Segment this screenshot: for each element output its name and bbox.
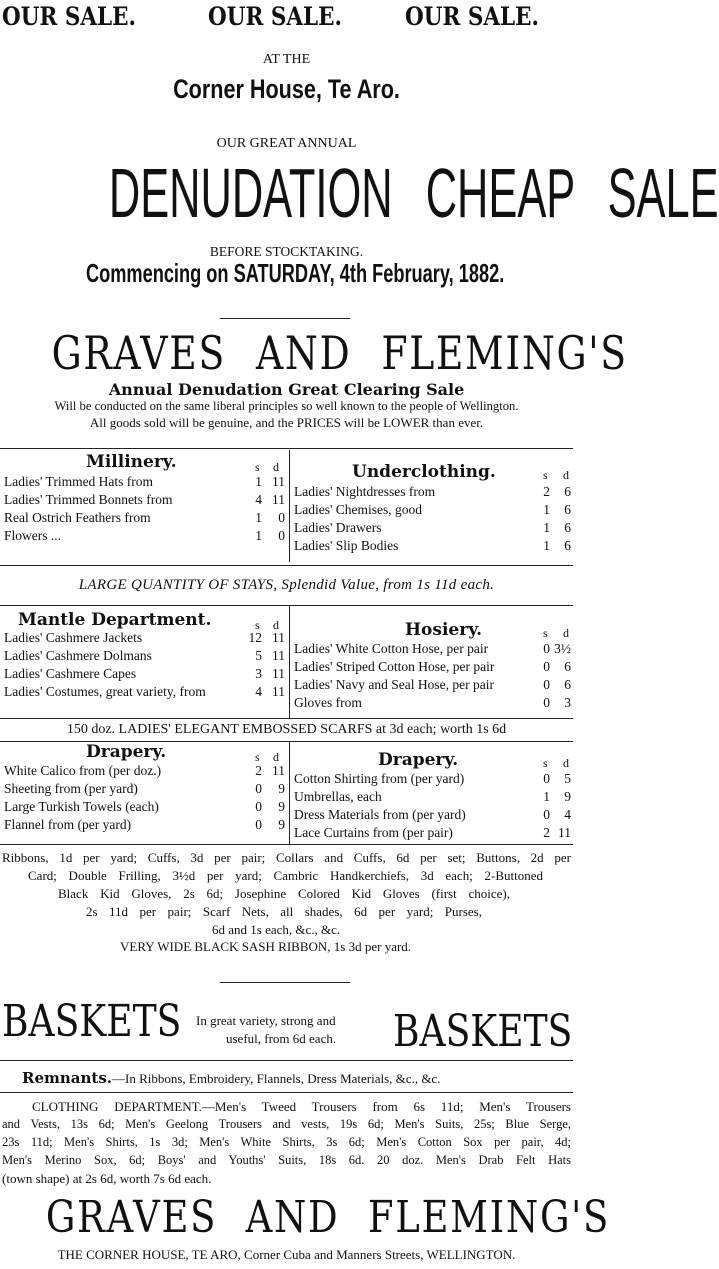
item-name: Large Turkish Towels (each) — [4, 799, 159, 814]
firm-line-2: All goods sold will be genuine, and the PRICES will be LOWER than ever. — [89, 415, 484, 430]
item-pence: 11 — [272, 684, 285, 699]
item-name: Ladies' Costumes, great variety, from — [4, 684, 206, 699]
clothing-line-5: (town shape) at 2s 6d, worth 7s 6d each. — [2, 1171, 212, 1186]
divider-10 — [0, 1092, 573, 1093]
at-the: AT THE — [262, 52, 311, 67]
item-pence: 3 — [564, 695, 571, 710]
item-pence: 11 — [272, 630, 285, 645]
item-name: Ladies' Nightdresses from — [294, 484, 436, 499]
item-shillings: 2 — [543, 484, 550, 499]
divider-2 — [0, 448, 573, 449]
item-name: Ladies' Trimmed Bonnets from — [4, 492, 173, 507]
item-pence: 6 — [564, 484, 571, 499]
divider-8 — [220, 982, 350, 983]
ribbons-line-1: Ribbons, 1d per yard; Cuffs, 3d per pair; Collars and Cuffs, 6d per set; Buttons, 2d per — [2, 850, 571, 865]
price-row — [0, 659, 573, 677]
footer-firm-name: GRAVES AND FLEMING'S — [45, 1192, 611, 1243]
item-pence: 11 — [272, 492, 285, 507]
underclothing-s-header: s — [543, 468, 548, 482]
millinery-s-header: s — [255, 460, 260, 474]
before-stocktaking: BEFORE STOCKTAKING. — [209, 244, 364, 259]
item-name: White Calico from (per doz.) — [4, 763, 162, 778]
clothing-line-4: Men's Merino Sox, 6d; Boys' and Youths' Suits, 18s 6d. 20 doz. Men's Drab Felt Hats — [2, 1153, 571, 1167]
price-row — [0, 825, 573, 843]
mantle-title: Mantle Department. — [18, 610, 212, 630]
item-shillings: 0 — [543, 807, 550, 822]
item-name: Ladies' Slip Bodies — [294, 538, 399, 553]
remnants-label: Remnants. — [22, 1069, 113, 1087]
item-shillings: 3 — [255, 666, 262, 681]
item-pence: 9 — [278, 799, 285, 814]
item-shillings: 1 — [543, 789, 550, 804]
our-great-annual: OUR GREAT ANNUAL — [216, 136, 357, 151]
item-pence: 6 — [564, 502, 571, 517]
item-shillings: 1 — [543, 502, 550, 517]
mantle-s-header: s — [255, 618, 260, 632]
item-shillings: 0 — [255, 799, 262, 814]
item-shillings: 5 — [255, 648, 262, 663]
item-shillings: 0 — [255, 817, 262, 832]
our-sale-2: OUR SALE. — [208, 2, 343, 31]
our-sale-1: OUR SALE. — [2, 2, 137, 31]
divider-4 — [0, 605, 573, 606]
price-row — [0, 677, 573, 695]
hosiery-d-header: d — [563, 626, 569, 640]
item-name: Ladies' Cashmere Jackets — [4, 630, 143, 645]
item-pence: 9 — [564, 789, 571, 804]
ribbons-line-6: VERY WIDE BLACK SASH RIBBON, 1s 3d per yard. — [120, 939, 412, 954]
item-pence: 0 — [278, 510, 285, 525]
item-name: Dress Materials from (per yard) — [294, 807, 466, 822]
item-shillings: 4 — [255, 492, 262, 507]
item-shillings: 1 — [543, 520, 550, 535]
footer-address: THE CORNER HOUSE, TE ARO, Corner Cuba and Manners Streets, WELLINGTON. — [57, 1247, 516, 1262]
price-row — [0, 695, 573, 713]
scarfs-line: 150 doz. LADIES' ELEGANT EMBOSSED SCARFS at 3d each; worth 1s 6d — [66, 722, 507, 737]
item-shillings: 2 — [543, 825, 550, 840]
ribbons-line-3: Black Kid Gloves, 2s 6d; Josephine Colored Kid Gloves (first choice), — [58, 886, 510, 901]
underclothing-title: Underclothing. — [352, 462, 496, 482]
item-shillings: 12 — [248, 630, 262, 645]
commencing-line: Commencing on SATURDAY, 4th February, 1882. — [85, 258, 505, 288]
clothing-line-1: CLOTHING DEPARTMENT.—Men's Tweed Trousers from 6s 11d; Men's Trousers — [32, 1099, 571, 1114]
item-pence: 4 — [564, 807, 571, 822]
item-pence: 6 — [564, 659, 571, 674]
item-name: Ladies' White Cotton Hose, per pair — [294, 641, 489, 656]
price-row — [0, 538, 573, 556]
firm-subtitle: Annual Denudation Great Clearing Sale — [108, 380, 465, 399]
item-pence: 11 — [272, 474, 285, 489]
remnants-text: —In Ribbons, Embroidery, Flannels, Dress Materials, &c., &c. — [112, 1071, 441, 1086]
mantle-d-header: d — [273, 618, 279, 632]
divider-7 — [0, 844, 573, 845]
item-shillings: 1 — [255, 474, 262, 489]
item-name: Flannel from (per yard) — [4, 817, 132, 832]
price-row — [0, 520, 573, 538]
item-pence: 11 — [272, 666, 285, 681]
item-shillings: 0 — [543, 695, 550, 710]
hosiery-title: Hosiery. — [405, 620, 483, 640]
item-name: Ladies' Cashmere Capes — [4, 666, 137, 681]
drapery-right-d-header: d — [563, 756, 569, 770]
millinery-title: Millinery. — [86, 452, 177, 472]
price-row — [0, 484, 573, 502]
item-name: Ladies' Trimmed Hats from — [4, 474, 154, 489]
item-shillings: 0 — [543, 677, 550, 692]
baskets-right: BASKETS — [393, 1006, 573, 1057]
ribbons-line-2: Card; Double Frilling, 3½d per yard; Cambric Handkerchiefs, 3d each; 2-Buttoned — [28, 868, 543, 883]
item-pence: 11 — [558, 825, 571, 840]
ribbons-line-4: 2s 11d per pair; Scarf Nets, all shades, 6d per yard; Purses, — [86, 904, 482, 919]
price-row — [0, 771, 573, 789]
price-row — [0, 502, 573, 520]
item-name: Sheeting from (per yard) — [4, 781, 138, 796]
ribbons-line-5: 6d and 1s each, &c., &c. — [212, 922, 341, 937]
venue: Corner House, Te Aro. — [173, 74, 400, 104]
item-shillings: 0 — [543, 641, 550, 656]
item-pence: 6 — [564, 677, 571, 692]
item-pence: 11 — [272, 648, 285, 663]
price-row — [0, 641, 573, 659]
item-pence: 9 — [278, 817, 285, 832]
drapery-left-d-header: d — [273, 750, 279, 764]
millinery-d-header: d — [273, 460, 279, 474]
item-shillings: 2 — [255, 763, 262, 778]
item-shillings: 0 — [543, 771, 550, 786]
item-pence: 6 — [564, 520, 571, 535]
price-row — [0, 807, 573, 825]
price-row — [0, 789, 573, 807]
drapery-left-title: Drapery. — [86, 742, 167, 762]
remnants-line — [22, 1068, 440, 1087]
item-name: Lace Curtains from (per pair) — [294, 825, 453, 840]
item-name: Ladies' Chemises, good — [294, 502, 423, 517]
underclothing-d-header: d — [563, 468, 569, 482]
divider-9 — [0, 1060, 573, 1061]
item-shillings: 4 — [255, 684, 262, 699]
item-shillings: 0 — [255, 781, 262, 796]
firm-name: GRAVES AND FLEMING'S — [51, 326, 628, 380]
item-pence: 5 — [564, 771, 571, 786]
item-name: Ladies' Striped Cotton Hose, per pair — [294, 659, 495, 674]
item-shillings: 1 — [543, 538, 550, 553]
item-name: Umbrellas, each — [294, 789, 382, 804]
our-sale-3: OUR SALE. — [405, 2, 540, 31]
headline: DENUDATION CHEAP SALE — [108, 154, 719, 232]
firm-line-1: Will be conducted on the same liberal principles so well known to the people of Wellington. — [54, 398, 519, 413]
item-name: Cotton Shirting from (per yard) — [294, 771, 465, 786]
clothing-line-2: and Vests, 13s 6d; Men's Geelong Trousers and vests, 19s 6d; Men's Suits, 25s; Blue Serge, — [2, 1117, 571, 1131]
drapery-left-s-header: s — [255, 750, 260, 764]
divider-3 — [0, 565, 573, 566]
item-shillings: 1 — [255, 510, 262, 525]
stays-line: LARGE QUANTITY OF STAYS, Splendid Value, from 1s 11d each. — [78, 577, 495, 593]
item-name: Real Ostrich Feathers from — [4, 510, 151, 525]
item-name: Ladies' Cashmere Dolmans — [4, 648, 152, 663]
item-shillings: 1 — [255, 528, 262, 543]
drapery-right-title: Drapery. — [378, 750, 459, 770]
item-pence: 6 — [564, 538, 571, 553]
drapery-right-s-header: s — [543, 756, 548, 770]
baskets-middle-1: In great variety, strong and — [196, 1013, 336, 1028]
item-name: Gloves from — [294, 695, 362, 710]
divider-5 — [0, 718, 573, 719]
item-name: Ladies' Navy and Seal Hose, per pair — [294, 677, 494, 692]
item-name: Ladies' Drawers — [294, 520, 382, 535]
item-name: Flowers ... — [4, 528, 61, 543]
hosiery-s-header: s — [543, 626, 548, 640]
clothing-line-3: 23s 11d; Men's Shirts, 1s 3d; Men's White Shirts, 3s 6d; Men's Cotton Sox per pair, 4d; — [2, 1135, 571, 1149]
baskets-left: BASKETS — [2, 996, 182, 1047]
item-pence: 3½ — [554, 641, 571, 656]
item-pence: 11 — [272, 763, 285, 778]
item-pence: 9 — [278, 781, 285, 796]
item-shillings: 0 — [543, 659, 550, 674]
baskets-middle-2: useful, from 6d each. — [226, 1031, 337, 1046]
item-pence: 0 — [278, 528, 285, 543]
divider-1 — [220, 318, 350, 319]
